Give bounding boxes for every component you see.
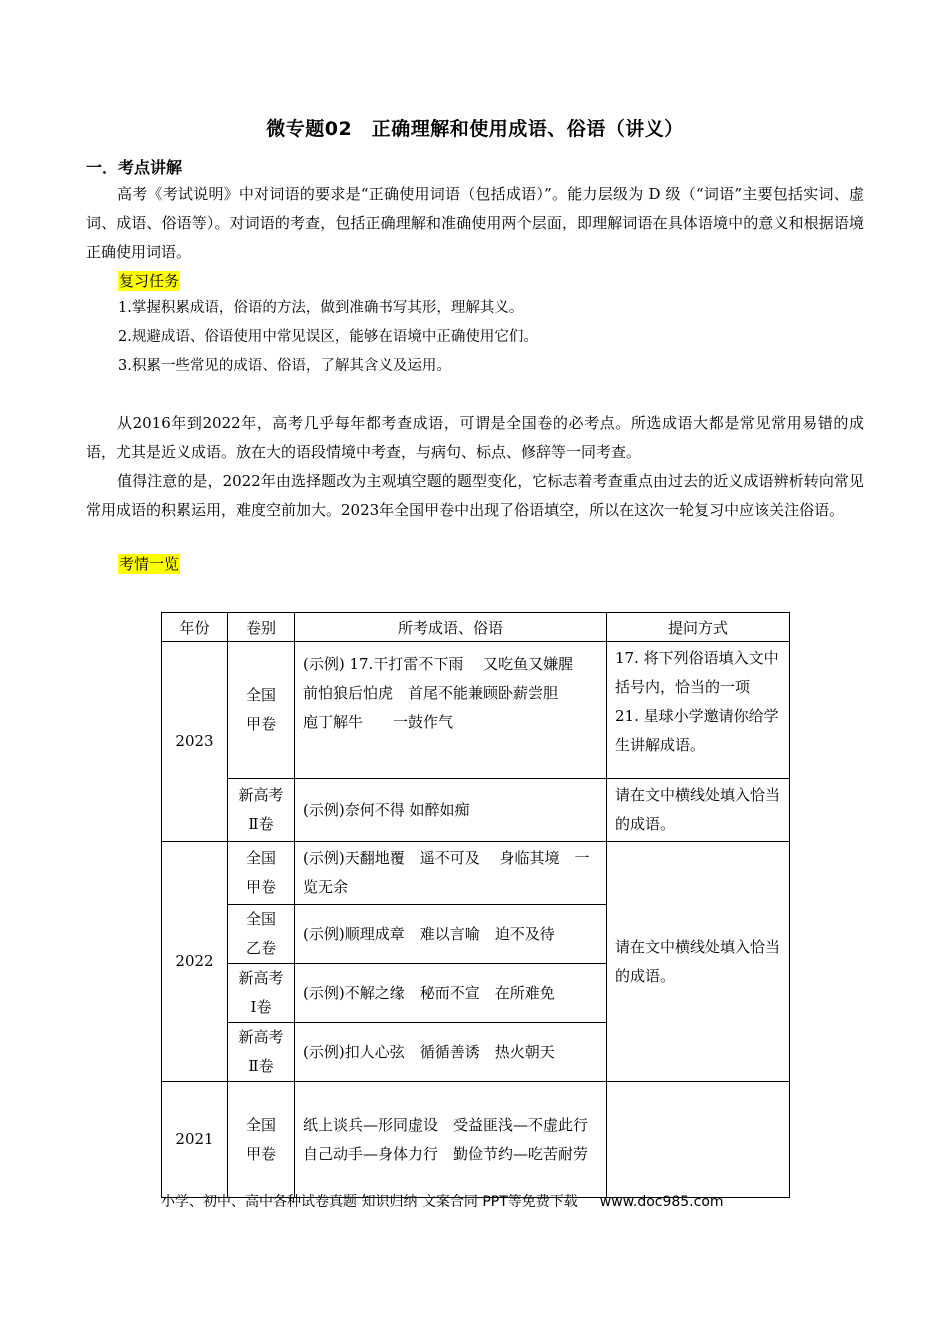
year-cell-2021: 2021 xyxy=(162,1082,228,1198)
footer-text: 小学、初中、高中各种试卷真题 知识归纳 文案合同 PPT等免费下载 xyxy=(161,1194,578,1210)
exam-overview-table xyxy=(161,612,790,1198)
page-footer xyxy=(161,1191,724,1211)
content-cell: (示例) 17.干打雷不下雨 又吃鱼又嫌腥 前怕狼后怕虎 首尾不能兼顾卧薪尝胆 庖丁解牛 一鼓作气 xyxy=(295,642,607,779)
table-row xyxy=(162,842,790,905)
review-task-3: 3.积累一些常见的成语、俗语，了解其含义及运用。 xyxy=(118,358,451,374)
header-content: 所考成语、俗语 xyxy=(295,613,607,642)
page-title: 微专题02 正确理解和使用成语、俗语（讲义） xyxy=(266,118,684,140)
analysis-paragraph-2: 值得注意的是，2022年由选择题改为主观填空题的题型变化，它标志着考查重点由过去的近义成语辨析转向常见常用成语的积累运用，难度空前加大。2023年全国甲卷中出现了俗语填空，所以在这次一轮复习中应该关注俗语。 xyxy=(86,472,864,519)
content-cell: (示例)天翻地覆 遥不可及 身临其境 一览无余 xyxy=(295,842,607,905)
section-heading: 一．考点讲解 xyxy=(86,158,183,177)
overview-label: 考情一览 xyxy=(119,555,180,573)
header-year: 年份 xyxy=(162,613,228,642)
paper-cell: 新高考 Ⅱ卷 xyxy=(228,779,295,842)
paper-cell: 全国 甲卷 xyxy=(228,1082,295,1198)
paper-cell: 新高考 Ⅱ卷 xyxy=(228,1023,295,1082)
question-21: 21. 星球小学邀请你给学生讲解成语。 xyxy=(615,707,779,754)
table-header-row xyxy=(162,613,790,642)
year-cell-2023: 2023 xyxy=(162,642,228,842)
analysis-paragraph-1: 从2016年到2022年，高考几乎每年都考查成语，可谓是全国卷的必考点。所选成语大都是常见常用易错的成语，尤其是近义成语。放在大的语段情境中考查，与病句、标点、修辞等一同考查。 xyxy=(86,414,864,461)
table-row xyxy=(162,779,790,842)
question-17: 17. 将下列俗语填入文中括号内，恰当的一项 xyxy=(615,649,779,696)
table-row xyxy=(162,1082,790,1198)
header-question: 提问方式 xyxy=(607,613,790,642)
paper-cell: 新高考 Ⅰ卷 xyxy=(228,964,295,1023)
intro-paragraph: 高考《考试说明》中对词语的要求是“正确使用词语（包括成语）”。能力层级为 D 级（“词语”主要包括实词、虚词、成语、俗语等）。对词语的考查，包括正确理解和准确使用两个层面，即理解词语在具体语境中的意义和根据语境正确使用词语。 xyxy=(86,185,864,261)
paper-cell: 全国 甲卷 xyxy=(228,842,295,905)
question-cell xyxy=(607,1082,790,1198)
content-cell: (示例)顺理成章 难以言喻 迫不及待 xyxy=(295,905,607,964)
content-cell: 纸上谈兵—形同虚设 受益匪浅—不虚此行 自己动手—身体力行 勤俭节约—吃苦耐劳 xyxy=(295,1082,607,1198)
footer-url-link[interactable]: www.doc985.com xyxy=(599,1194,724,1210)
header-paper: 卷别 xyxy=(228,613,295,642)
content-cell: (示例)扣人心弦 循循善诱 热火朝天 xyxy=(295,1023,607,1082)
paper-cell: 全国 乙卷 xyxy=(228,905,295,964)
review-task-2: 2.规避成语、俗语使用中常见误区，能够在语境中正确使用它们。 xyxy=(118,329,538,345)
table-row xyxy=(162,642,790,779)
content-cell: (示例)奈何不得 如醉如痴 xyxy=(295,779,607,842)
review-task-1: 1.掌握积累成语，俗语的方法，做到准确书写其形，理解其义。 xyxy=(118,300,524,316)
question-cell: 请在文中横线处填入恰当的成语。 xyxy=(607,779,790,842)
review-label: 复习任务 xyxy=(119,272,180,290)
question-cell xyxy=(607,642,790,779)
question-cell: 请在文中横线处填入恰当的成语。 xyxy=(607,842,790,1082)
paper-cell: 全国 甲卷 xyxy=(228,642,295,779)
year-cell-2022: 2022 xyxy=(162,842,228,1082)
content-cell: (示例)不解之缘 秘而不宣 在所难免 xyxy=(295,964,607,1023)
